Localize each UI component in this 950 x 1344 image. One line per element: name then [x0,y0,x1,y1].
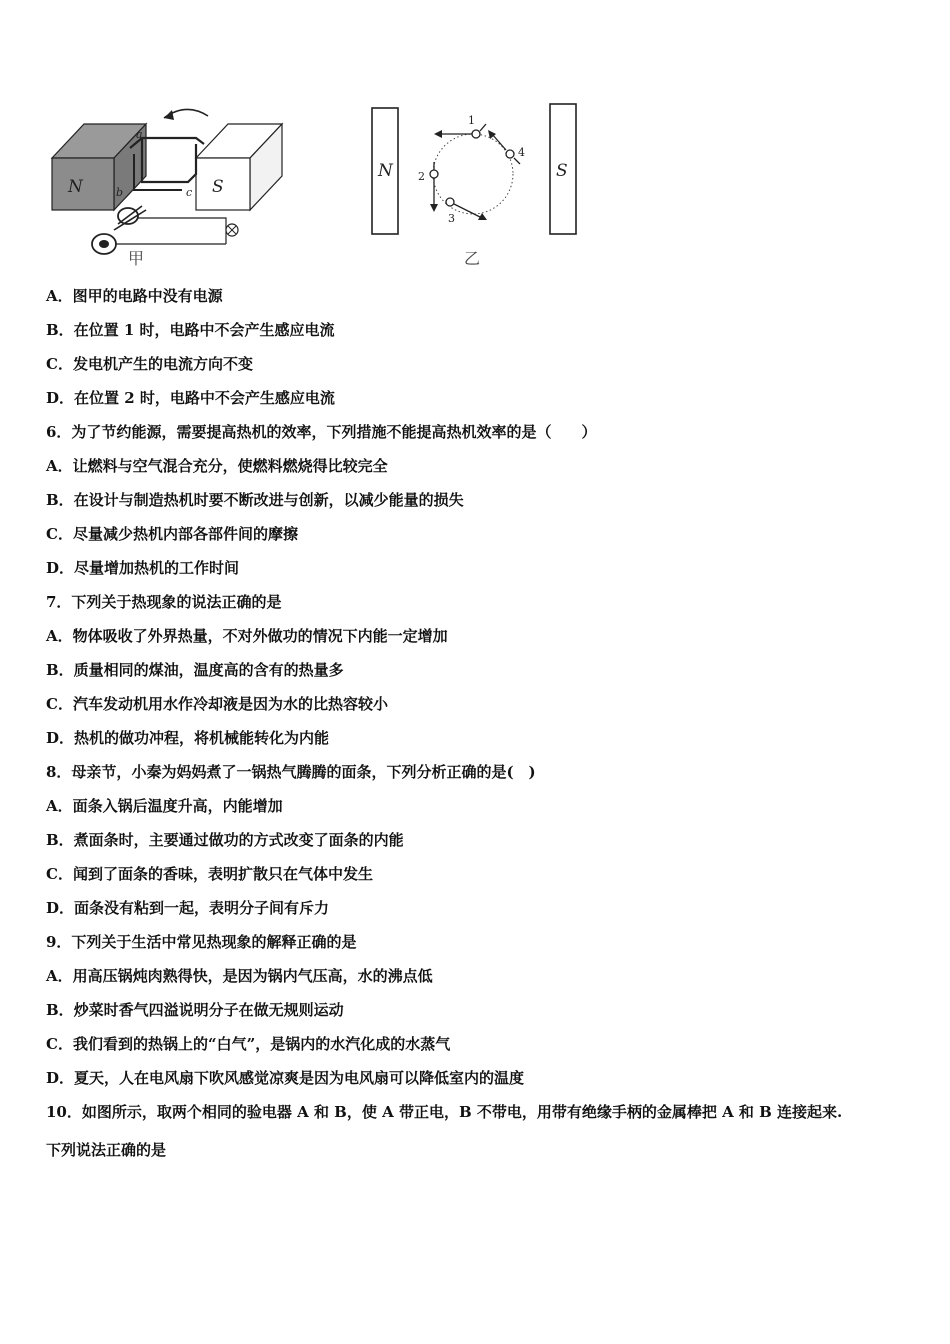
question-7: 7．下列关于热现象的说法正确的是 [46,593,282,611]
magnet-north-label: N [68,177,83,197]
question-6: 6．为了节约能源，需要提高热机的效率，下列措施不能提高热机效率的是（ ） [46,423,597,441]
point-a-label: a [136,128,143,141]
point-b-label: b [116,186,124,199]
position-1-label: 1 [468,114,475,127]
question-8: 8．母亲节，小秦为妈妈煮了一锅热气腾腾的面条，下列分析正确的是( ) [46,763,536,781]
question-10: 10．如图所示，取两个相同的验电器 A 和 B，使 A 带正电，B 不带电，用带有绝缘手柄的金属棒把 A 和 B 连接起来. [46,1103,843,1121]
option-6d: D．尽量增加热机的工作时间 [46,559,240,577]
question-10-continued: 下列说法正确的是 [46,1141,167,1159]
field-south-label: S [556,161,568,181]
coil-positions-diagram [372,104,576,268]
option-9d: D．夏天，人在电风扇下吹风感觉凉爽是因为电风扇可以降低室内的温度 [46,1069,525,1087]
position-3-label: 3 [448,212,455,225]
option-7c: C．汽车发动机用水作冷却液是因为水的比热容较小 [46,695,388,713]
option-5c: C．发电机产生的电流方向不变 [46,355,253,373]
option-8d: D．面条没有粘到一起，表明分子间有斥力 [46,899,330,917]
option-8c: C．闻到了面条的香味，表明扩散只在气体中发生 [46,865,373,883]
figure-generator [46,98,606,270]
position-2-label: 2 [418,170,425,183]
field-north-label: N [378,161,393,181]
option-9b: B．炒菜时香气四溢说明分子在做无规则运动 [46,1001,344,1019]
option-5d: D．在位置 2 时，电路中不会产生感应电流 [46,389,335,407]
generator-diagram [52,109,282,268]
magnet-south-label: S [212,177,224,197]
figure-caption-right: 乙 [464,249,481,268]
option-7d: D．热机的做功冲程，将机械能转化为内能 [46,729,330,747]
question-9: 9．下列关于生活中常见热现象的解释正确的是 [46,933,357,951]
option-8b: B．煮面条时，主要通过做功的方式改变了面条的内能 [46,831,404,849]
option-6b: B．在设计与制造热机时要不断改进与创新，以减少能量的损失 [46,491,464,509]
option-6a: A．让燃料与空气混合充分，使燃料燃烧得比较完全 [46,457,388,475]
figure-caption-left: 甲 [128,249,145,268]
option-9a: A．用高压锅炖肉熟得快，是因为锅内气压高，水的沸点低 [46,967,433,985]
option-8a: A．面条入锅后温度升高，内能增加 [46,797,283,815]
position-4-label: 4 [518,146,525,159]
option-5b: B．在位置 1 时，电路中不会产生感应电流 [46,321,335,339]
option-6c: C．尽量减少热机内部各部件间的摩擦 [46,525,298,543]
option-5a: A．图甲的电路中没有电源 [46,287,223,305]
option-7a: A．物体吸收了外界热量，不对外做功的情况下内能一定增加 [46,627,448,645]
option-7b: B．质量相同的煤油，温度高的含有的热量多 [46,661,344,679]
point-c-label: c [186,186,193,199]
option-9c: C．我们看到的热锅上的“白气”，是锅内的水汽化成的水蒸气 [46,1035,451,1053]
